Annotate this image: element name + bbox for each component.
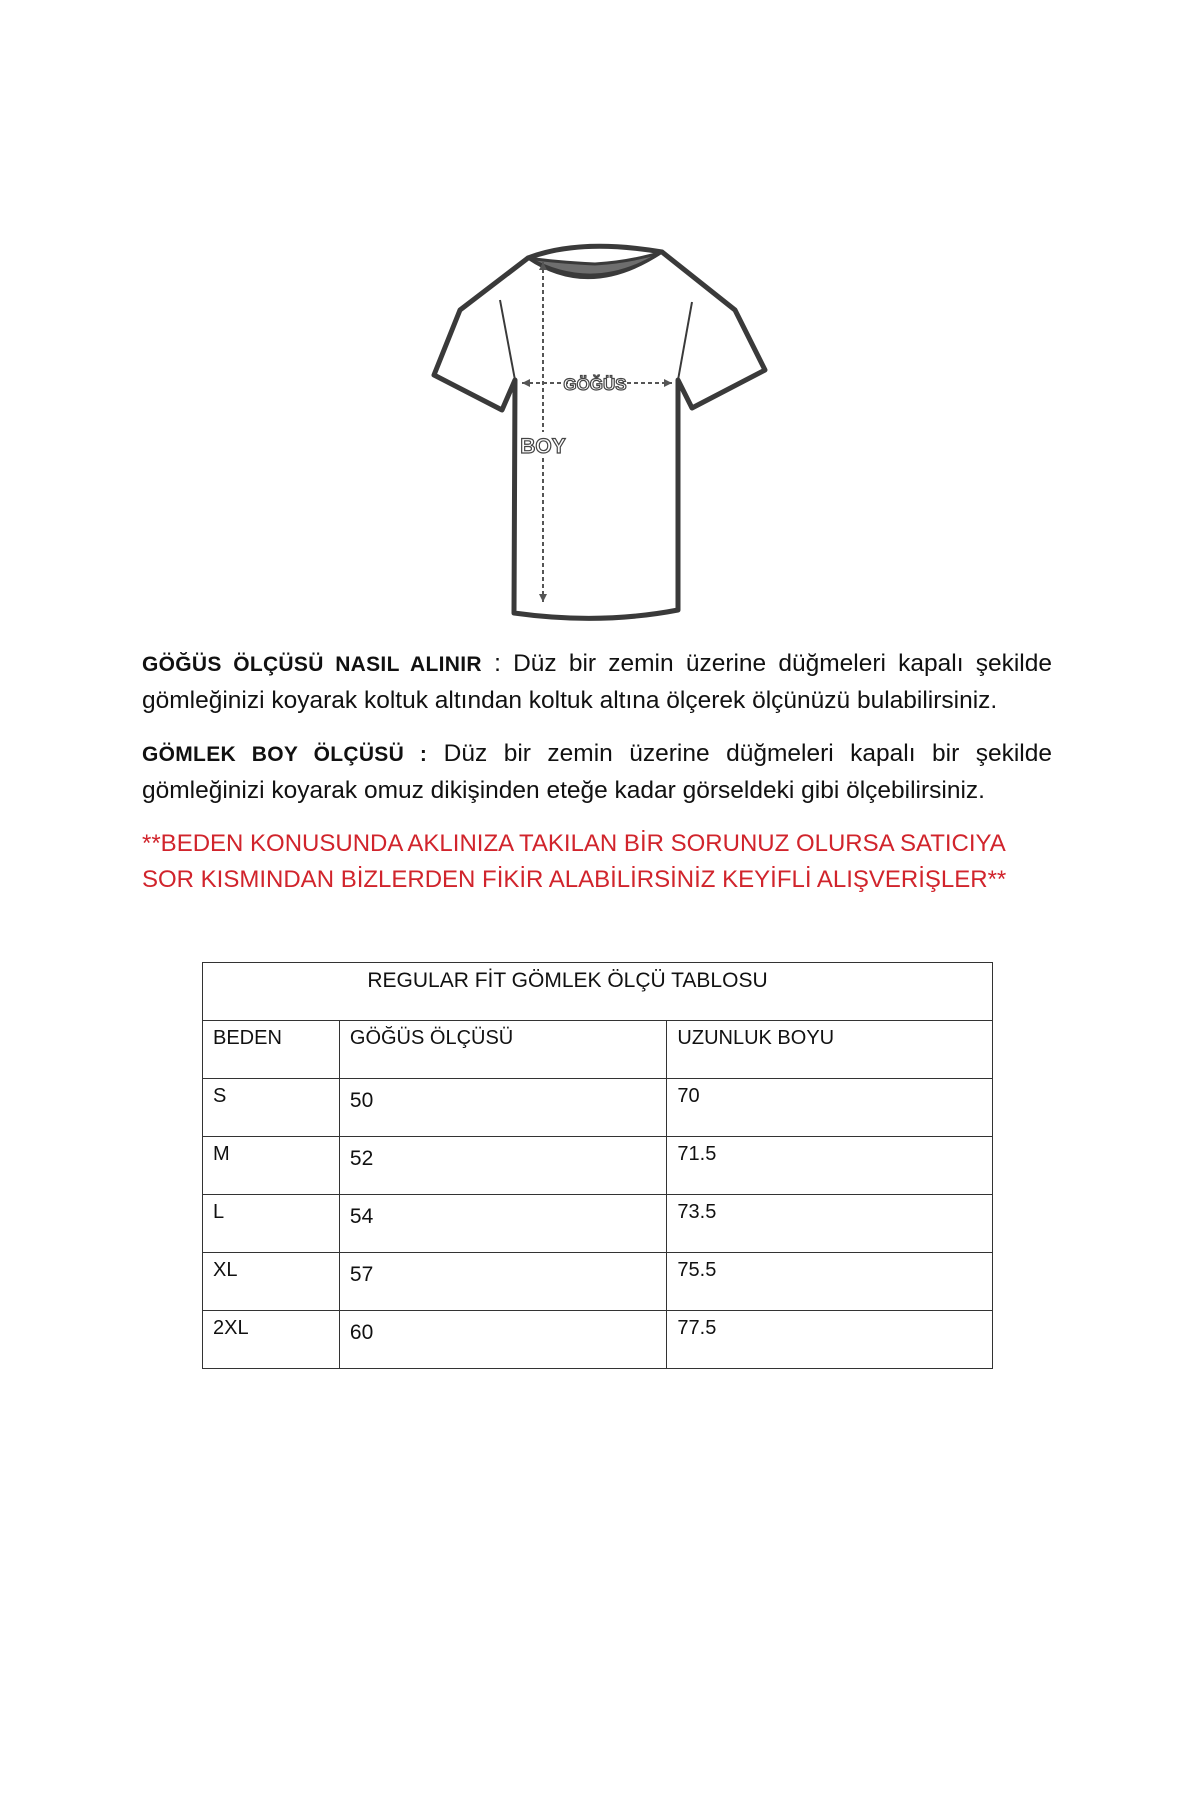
cell-size: XL	[203, 1253, 340, 1311]
cell-size: L	[203, 1195, 340, 1253]
header-chest: GÖĞÜS ÖLÇÜSÜ	[339, 1021, 667, 1079]
cell-chest: 52	[339, 1137, 667, 1195]
table-row	[203, 1137, 993, 1195]
cell-size: 2XL	[203, 1311, 340, 1369]
cell-length: 77.5	[667, 1311, 993, 1369]
chest-instruction-title: GÖĞÜS ÖLÇÜSÜ NASIL ALINIR	[142, 653, 482, 676]
size-table	[202, 962, 993, 1369]
tshirt-diagram	[430, 240, 770, 630]
table-row	[203, 1079, 993, 1137]
chest-label: GÖĞÜS	[563, 375, 627, 394]
length-instruction	[142, 736, 1052, 809]
table-row	[203, 1195, 993, 1253]
chest-instruction-text: : Düz bir zemin üzerine düğmeleri kapalı şekilde gömleğinizi koyarak koltuk altından koltuk altına ölçerek ölçünüzü bulabilirsiniz.	[142, 650, 1052, 714]
header-size: BEDEN	[203, 1021, 340, 1079]
size-note: **BEDEN KONUSUNDA AKLINIZA TAKILAN BİR SORUNUZ OLURSA SATICIYA SOR KISMINDAN BİZLERDEN FİKİR ALABİLİRSİNİZ KEYİFLİ ALIŞVERİŞLER**	[142, 830, 1007, 893]
chest-instruction	[142, 646, 1052, 719]
tshirt-outline	[434, 246, 765, 618]
table-header-row	[203, 1021, 993, 1079]
cell-chest: 50	[339, 1079, 667, 1137]
cell-length: 71.5	[667, 1137, 993, 1195]
cell-chest: 60	[339, 1311, 667, 1369]
header-length: UZUNLUK BOYU	[667, 1021, 993, 1079]
length-instruction-text: Düz bir zemin üzerine düğmeleri kapalı bir şekilde gömleğinizi koyarak omuz dikişinden eteğe kadar görseldeki gibi ölçebilirsiniz.	[142, 740, 1052, 804]
cell-length: 70	[667, 1079, 993, 1137]
length-label: BOY	[520, 435, 566, 458]
table-row	[203, 1311, 993, 1369]
table-title: REGULAR FİT GÖMLEK ÖLÇÜ TABLOSU	[203, 963, 993, 1021]
cell-size: S	[203, 1079, 340, 1137]
table-row	[203, 1253, 993, 1311]
cell-length: 73.5	[667, 1195, 993, 1253]
cell-size: M	[203, 1137, 340, 1195]
cell-length: 75.5	[667, 1253, 993, 1311]
cell-chest: 54	[339, 1195, 667, 1253]
cell-chest: 57	[339, 1253, 667, 1311]
table-title-row	[203, 963, 993, 1021]
length-instruction-title: GÖMLEK BOY ÖLÇÜSÜ :	[142, 743, 428, 766]
